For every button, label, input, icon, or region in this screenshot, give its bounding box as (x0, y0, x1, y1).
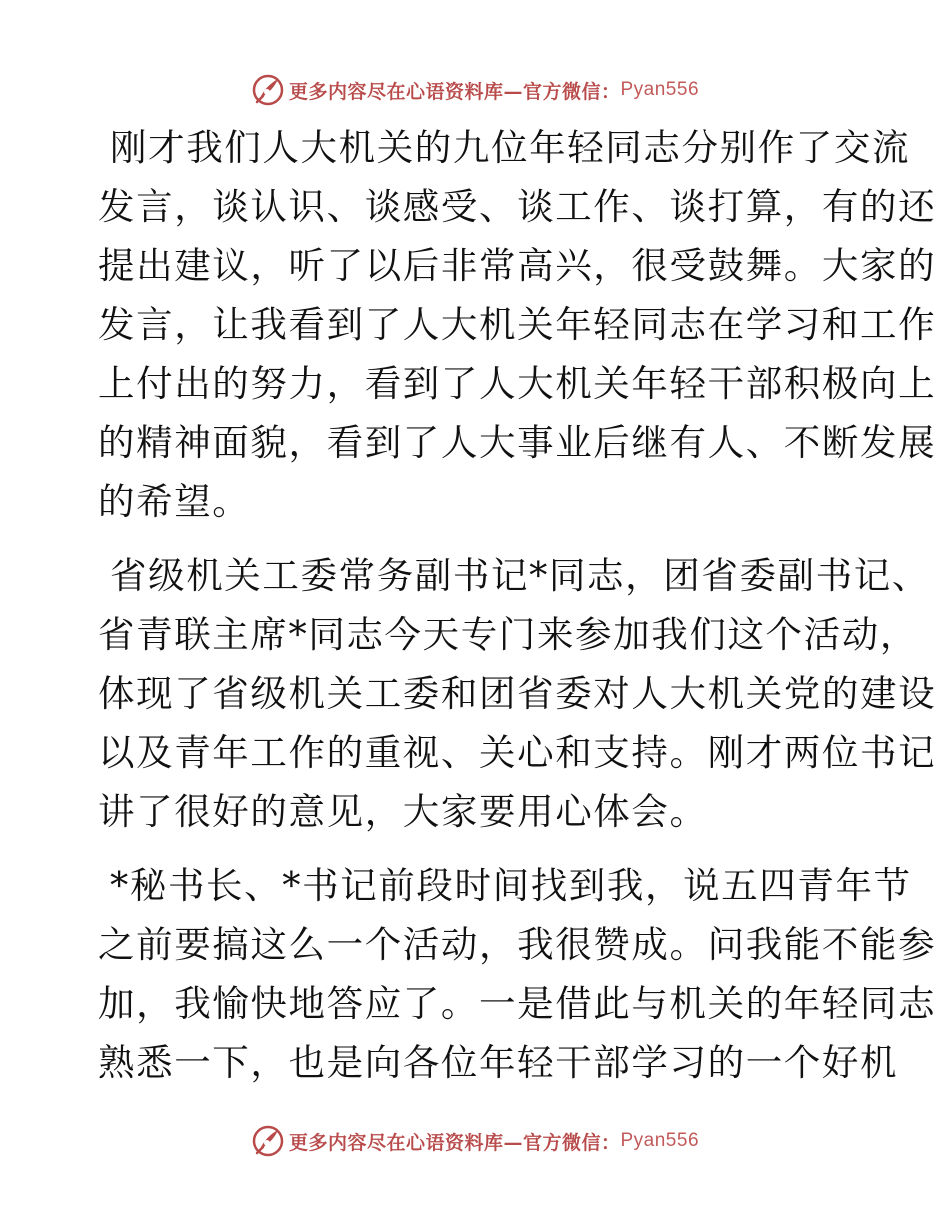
text-line: 的精神面貌，看到了人大事业后继有人、不断发展 (98, 421, 937, 464)
text-line: 提出建议，听了以后非常高兴，很受鼓舞。大家的 (98, 244, 937, 287)
quill-logo-icon (251, 1124, 285, 1158)
text-line: 以及青年工作的重视、关心和支持。刚才两位书记 (98, 731, 937, 774)
text-line: 加，我愉快地答应了。一是借此与机关的年轻同志 (98, 982, 937, 1025)
banner-text: 更多内容尽在心语资料库—官方微信： (288, 1131, 621, 1154)
text-line: 省青联主席*同志今天专门来参加我们这个活动， (98, 613, 918, 656)
text-line: 刚才我们人大机关的九位年轻同志分别作了交流 (110, 126, 911, 169)
paragraph-3 (98, 856, 937, 1092)
text-line: 之前要搞这么一个活动，我很赞成。问我能不能参 (98, 923, 937, 966)
text-line: 体现了省级机关工委和团省委对人大机关党的建设 (98, 672, 937, 715)
paragraph-1 (98, 118, 937, 531)
document-body (98, 118, 937, 1107)
banner-text: 更多内容尽在心语资料库—官方微信： (288, 80, 621, 103)
text-line: 熟悉一下，也是向各位年轻干部学习的一个好机 (98, 1041, 899, 1084)
text-line: 发言，谈认识、谈感受、谈工作、谈打算，有的还 (98, 185, 937, 228)
header-banner (0, 70, 950, 110)
paragraph-2 (98, 546, 937, 841)
text-line: 上付出的努力，看到了人大机关年轻干部积极向上 (98, 362, 937, 405)
quill-logo-icon (251, 73, 285, 107)
text-line: 发言，让我看到了人大机关年轻同志在学习和工作 (98, 303, 937, 346)
text-line: 讲了很好的意见，大家要用心体会。 (98, 790, 708, 833)
wechat-id: Pyan556 (620, 79, 700, 100)
footer-banner (0, 1121, 950, 1161)
text-line: *秘书长、*书记前段时间找到我，说五四青年节 (110, 864, 912, 907)
text-line: 的希望。 (98, 480, 251, 523)
text-line: 省级机关工委常务副书记*同志，团省委副书记、 (110, 554, 930, 597)
wechat-id: Pyan556 (620, 1130, 700, 1151)
